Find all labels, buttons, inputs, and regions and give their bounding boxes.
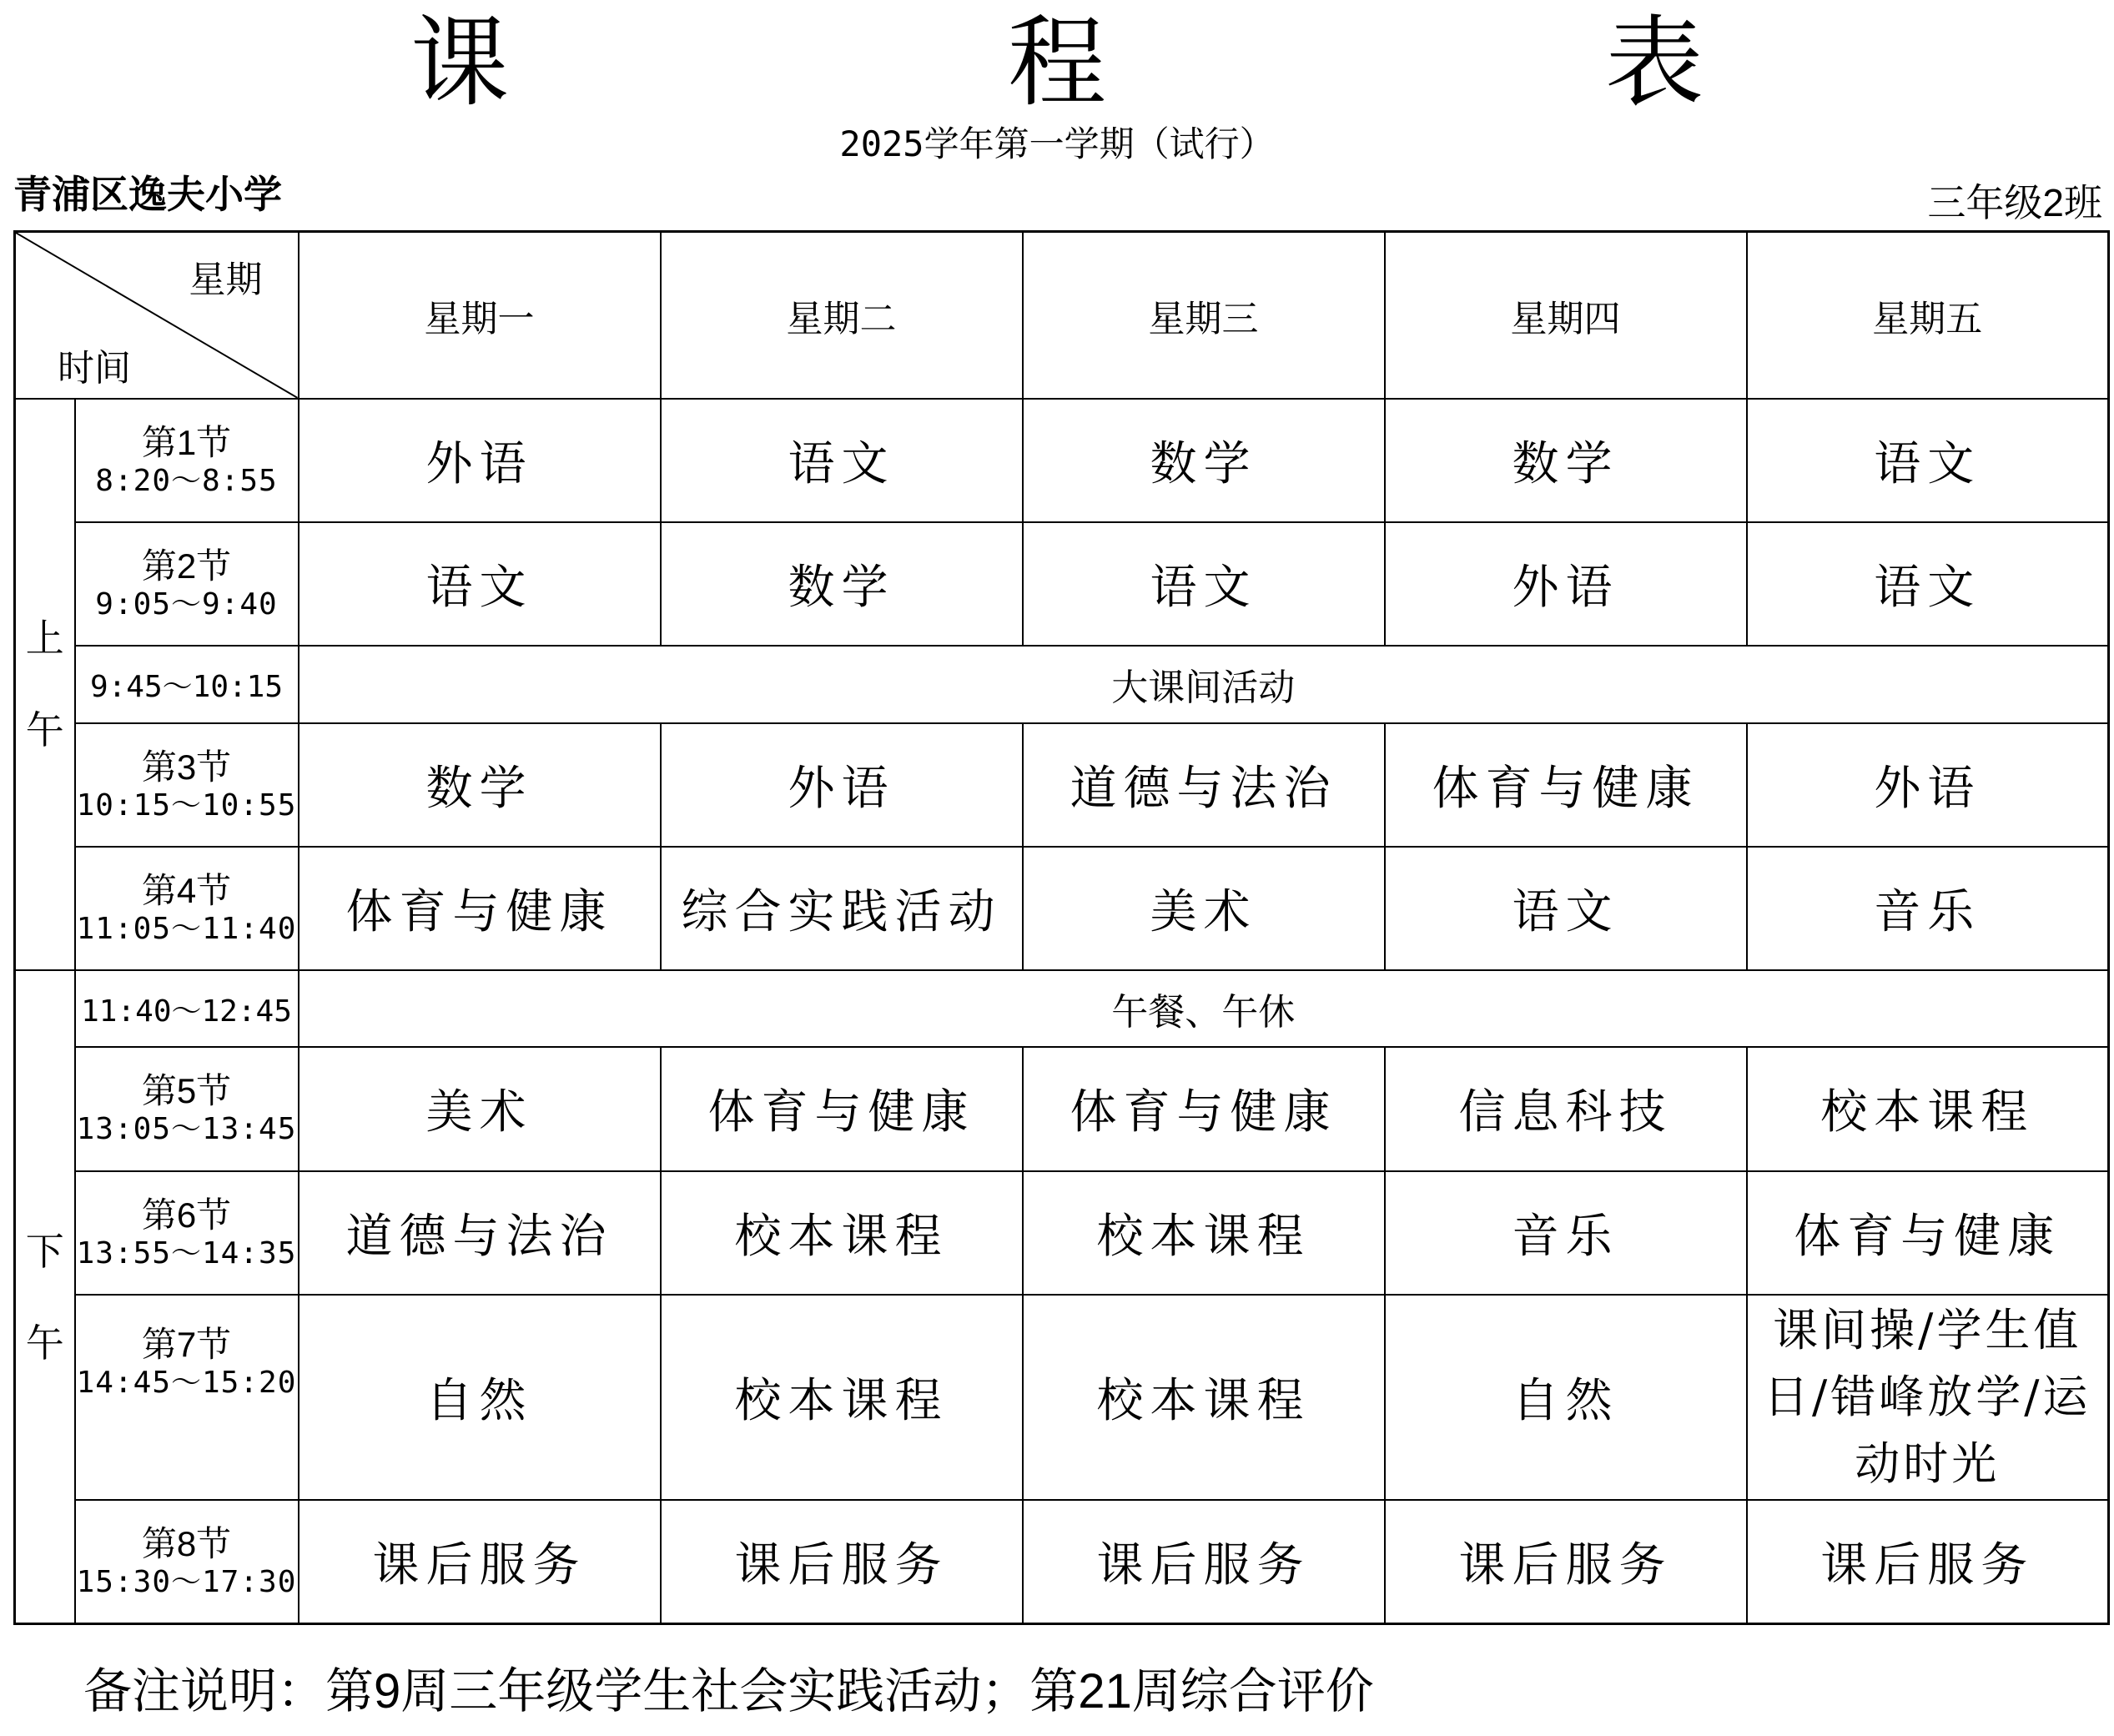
school-name: 青浦区逸夫小学 <box>13 173 282 216</box>
period-name: 第3节 <box>141 747 232 787</box>
subject-cell: 体育与健康 <box>1385 723 1747 847</box>
day-header: 星期二 <box>661 232 1023 399</box>
page-title: 课 程 表 <box>410 5 1904 120</box>
subject-cell: 语文 <box>661 399 1023 522</box>
period-time: 13:05～13:45 <box>76 1112 297 1147</box>
period-cell <box>75 1047 299 1170</box>
subject-cell: 体育与健康 <box>299 847 661 970</box>
subject-cell: 语文 <box>1385 847 1747 970</box>
period-time: 13:55～14:35 <box>76 1235 297 1271</box>
subject-cell: 音乐 <box>1747 847 2109 970</box>
period-row <box>15 522 2109 646</box>
subject-cell: 信息科技 <box>1385 1047 1747 1170</box>
subject-cell: 体育与健康 <box>1747 1171 2109 1295</box>
subject-cell: 课后服务 <box>299 1500 661 1623</box>
subject-cell: 校本课程 <box>1747 1047 2109 1170</box>
period-row <box>15 1500 2109 1623</box>
period-cell <box>75 847 299 970</box>
period-name: 第1节 <box>141 422 232 462</box>
subject-cell: 数学 <box>1023 399 1385 522</box>
subject-cell: 道德与法治 <box>1023 723 1385 847</box>
subject-cell: 语文 <box>1747 522 2109 646</box>
period-cell <box>75 723 299 847</box>
afternoon-label: 下 午 <box>15 970 75 1623</box>
period-cell <box>75 522 299 646</box>
subject-cell: 课后服务 <box>1385 1500 1747 1623</box>
period-time: 15:30～17:30 <box>76 1565 297 1600</box>
period-cell <box>75 1295 299 1500</box>
break-time: 11:40～12:45 <box>75 970 299 1047</box>
day-header: 星期四 <box>1385 232 1747 399</box>
subject-cell: 课间操/学生值日/错峰放学/运动时光 <box>1747 1295 2109 1500</box>
subject-cell: 语文 <box>1747 399 2109 522</box>
subject-cell: 自然 <box>299 1295 661 1500</box>
period-row <box>15 723 2109 847</box>
subject-cell: 自然 <box>1385 1295 1747 1500</box>
subject-cell: 体育与健康 <box>661 1047 1023 1170</box>
break-row <box>15 970 2109 1047</box>
subject-cell: 校本课程 <box>661 1171 1023 1295</box>
subject-cell: 校本课程 <box>1023 1295 1385 1500</box>
period-cell <box>75 1500 299 1623</box>
subject-cell: 音乐 <box>1385 1171 1747 1295</box>
period-name: 第6节 <box>141 1195 232 1235</box>
subject-cell: 语文 <box>299 522 661 646</box>
period-cell <box>75 1171 299 1295</box>
period-time: 9:05～9:40 <box>95 587 278 622</box>
period-time: 10:15～10:55 <box>76 787 297 823</box>
subject-cell: 数学 <box>661 522 1023 646</box>
subject-cell: 外语 <box>1385 522 1747 646</box>
subject-cell: 课后服务 <box>661 1500 1023 1623</box>
subject-cell: 外语 <box>661 723 1023 847</box>
period-row <box>15 847 2109 970</box>
subject-cell: 外语 <box>1747 723 2109 847</box>
period-row <box>15 399 2109 522</box>
period-time: 14:45～15:20 <box>76 1365 297 1400</box>
subject-cell: 课后服务 <box>1747 1500 2109 1623</box>
break-row <box>15 646 2109 722</box>
subject-cell: 校本课程 <box>1023 1171 1385 1295</box>
remarks-note: 备注说明：第9周三年级学生社会实践活动；第21周综合评价 <box>83 1664 1374 1718</box>
corner-week-label: 星期 <box>189 259 263 300</box>
break-time: 9:45～10:15 <box>75 646 299 722</box>
class-name: 三年级2班 <box>1927 181 2102 224</box>
subject-cell: 外语 <box>299 399 661 522</box>
period-name: 第2节 <box>141 546 232 586</box>
period-cell <box>75 399 299 522</box>
period-name: 第5节 <box>141 1071 232 1111</box>
header-row <box>15 232 2109 399</box>
period-row <box>15 1047 2109 1170</box>
period-time: 11:05～11:40 <box>76 911 297 946</box>
break-label: 大课间活动 <box>299 646 2109 722</box>
period-name: 第4节 <box>141 870 232 910</box>
semester-subtitle: 2025学年第一学期（试行） <box>839 123 1275 164</box>
period-name: 第8节 <box>141 1524 232 1564</box>
morning-label: 上 午 <box>15 399 75 970</box>
subject-cell: 体育与健康 <box>1023 1047 1385 1170</box>
day-header: 星期三 <box>1023 232 1385 399</box>
subject-cell: 美术 <box>299 1047 661 1170</box>
period-row <box>15 1295 2109 1500</box>
day-header: 星期五 <box>1747 232 2109 399</box>
period-row <box>15 1171 2109 1295</box>
subject-cell: 语文 <box>1023 522 1385 646</box>
subject-cell: 课后服务 <box>1023 1500 1385 1623</box>
day-header: 星期一 <box>299 232 661 399</box>
subject-cell: 校本课程 <box>661 1295 1023 1500</box>
subject-cell: 美术 <box>1023 847 1385 970</box>
timetable <box>13 230 2110 1625</box>
subject-cell: 数学 <box>299 723 661 847</box>
subject-cell: 道德与法治 <box>299 1171 661 1295</box>
corner-cell <box>15 232 299 399</box>
corner-time-label: 时间 <box>58 347 131 389</box>
period-name: 第7节 <box>141 1324 232 1364</box>
subject-cell: 数学 <box>1385 399 1747 522</box>
break-label: 午餐、午休 <box>299 970 2109 1047</box>
subject-cell: 综合实践活动 <box>661 847 1023 970</box>
period-time: 8:20～8:55 <box>95 463 278 498</box>
